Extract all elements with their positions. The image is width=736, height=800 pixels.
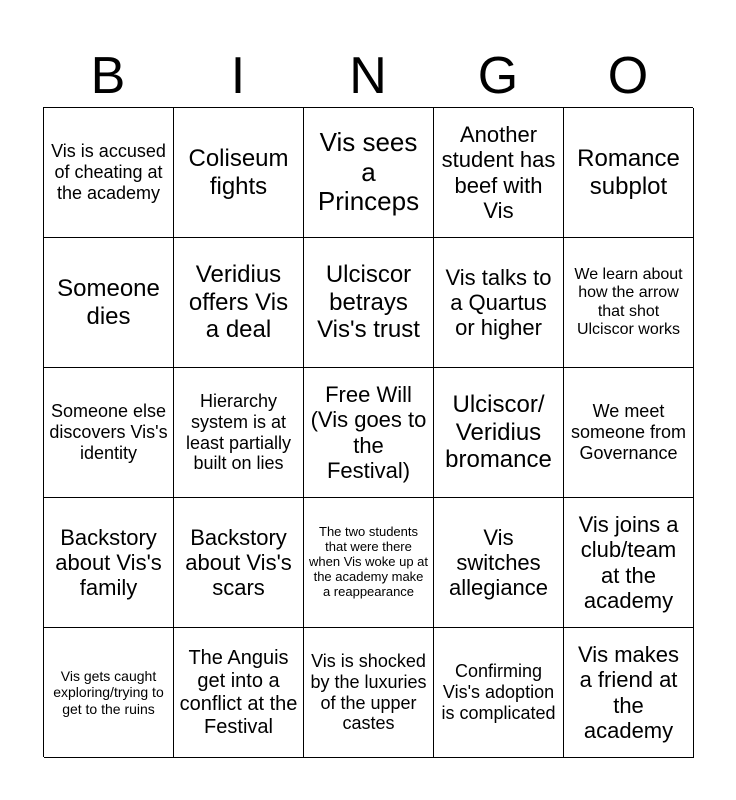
bingo-cell-r1-c2[interactable]: [174, 108, 304, 238]
cell-text: We learn about how the arrow that shot Ulciscor works: [574, 265, 683, 338]
bingo-cell-r1-c3[interactable]: [304, 108, 434, 238]
cell-text: Vis makes a friend at the academy: [577, 641, 680, 743]
bingo-cell-r2-c3[interactable]: [304, 238, 434, 368]
header-letter-i: I: [230, 47, 246, 105]
header-letter-n: N: [349, 47, 387, 105]
bingo-cell-r3-c1[interactable]: [44, 368, 174, 498]
header-letter-b: B: [90, 47, 126, 105]
bingo-cell-r2-c4[interactable]: [434, 238, 564, 368]
bingo-cell-r5-c5[interactable]: [564, 628, 694, 758]
cell-text: Vis joins a club/team at the academy: [578, 511, 679, 613]
cell-text: Another student has beef with Vis: [441, 121, 556, 223]
cell-text: Backstory about Vis's family: [55, 524, 162, 601]
bingo-cell-r3-c3[interactable]: [304, 368, 434, 498]
cell-text: Romance subplot: [577, 144, 680, 200]
bingo-cell-r1-c5[interactable]: [564, 108, 694, 238]
cell-text: Vis switches allegiance: [448, 524, 549, 601]
bingo-cell-r5-c2[interactable]: [174, 628, 304, 758]
bingo-cell-r3-c2[interactable]: [174, 368, 304, 498]
cell-text: Coliseum fights: [188, 144, 289, 200]
cell-text: Someone else discovers Vis's identity: [49, 401, 168, 463]
cell-text: Ulciscor betrays Vis's trust: [317, 261, 420, 344]
bingo-cell-r2-c2[interactable]: [174, 238, 304, 368]
bingo-cell-r4-c1[interactable]: [44, 498, 174, 628]
cell-text: Vis gets caught exploring/trying to get to the ruins: [53, 668, 164, 717]
bingo-cell-r2-c1[interactable]: [44, 238, 174, 368]
bingo-cell-r4-c4[interactable]: [434, 498, 564, 628]
cell-text: Vis talks to a Quartus or higher: [445, 264, 552, 341]
bingo-cell-r5-c1[interactable]: [44, 628, 174, 758]
header-letter-o: O: [607, 47, 649, 105]
bingo-cell-r4-c5[interactable]: [564, 498, 694, 628]
bingo-board: [43, 107, 693, 757]
bingo-cell-r1-c1[interactable]: [44, 108, 174, 238]
bingo-cell-r4-c2[interactable]: [174, 498, 304, 628]
cell-text: Hierarchy system is at least partially built on lies: [185, 391, 292, 474]
cell-text: Ulciscor/ Veridius bromance: [445, 391, 552, 474]
bingo-header: [43, 46, 693, 106]
bingo-cell-r3-c4[interactable]: [434, 368, 564, 498]
bingo-cell-r5-c3[interactable]: [304, 628, 434, 758]
bingo-cell-r3-c5[interactable]: [564, 368, 694, 498]
bingo-cell-r2-c5[interactable]: [564, 238, 694, 368]
bingo-cell-r5-c4[interactable]: [434, 628, 564, 758]
cell-text: Confirming Vis's adoption is complicated: [441, 661, 556, 723]
cell-text: Backstory about Vis's scars: [185, 524, 292, 601]
cell-text: The Anguis get into a conflict at the Festival: [179, 646, 298, 738]
cell-text: Someone dies: [57, 274, 160, 330]
cell-text: Free Will (Vis goes to the Festival): [310, 381, 427, 483]
cell-text: We meet someone from Governance: [570, 401, 687, 463]
cell-text: The two students that were there when Vis woke up at the academy make a reappearance: [309, 524, 428, 599]
cell-text: Vis is shocked by the luxuries of the upper castes: [310, 651, 427, 734]
cell-text: Veridius offers Vis a deal: [188, 261, 289, 344]
cell-text: Vis sees a Princeps: [317, 126, 420, 217]
bingo-cell-r4-c3[interactable]: [304, 498, 434, 628]
bingo-cell-r1-c4[interactable]: [434, 108, 564, 238]
header-letter-g: G: [477, 47, 519, 105]
cell-text: Vis is accused of cheating at the academy: [51, 141, 166, 203]
